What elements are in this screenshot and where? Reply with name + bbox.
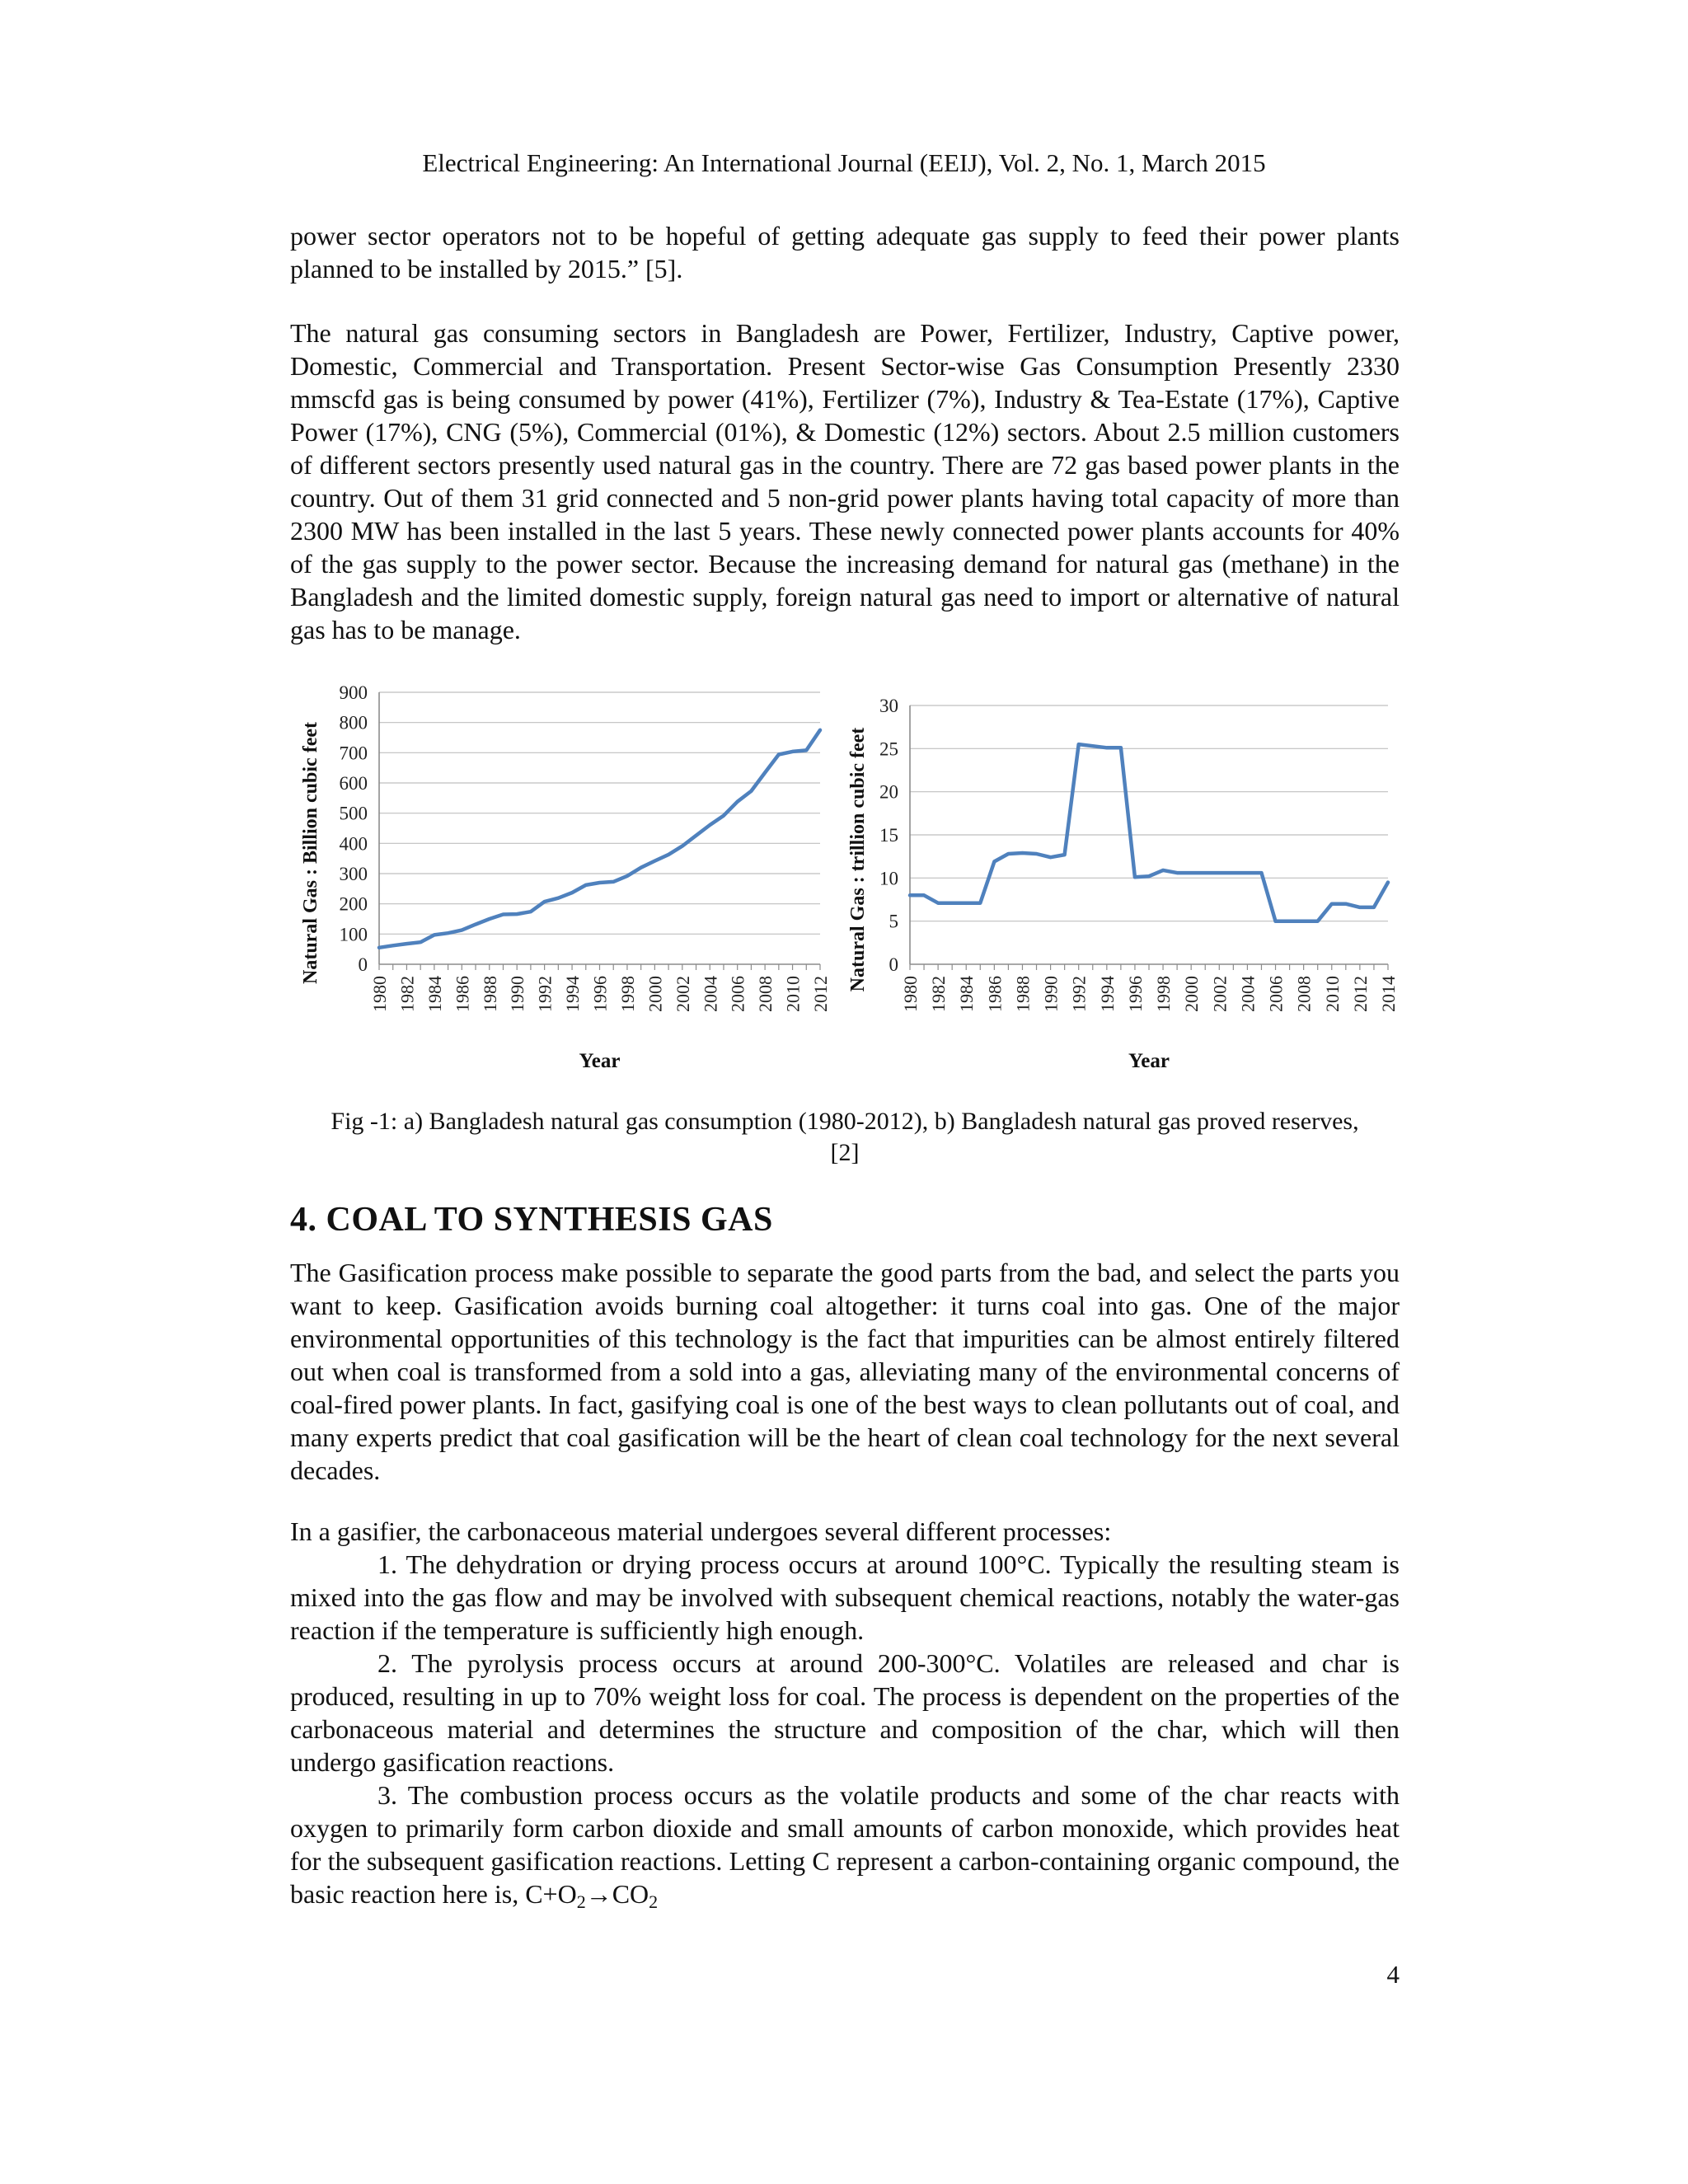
- y-axis-label: Natural Gas : Billion cubic feet: [300, 722, 321, 984]
- list-item-3-text: 3. The combustion process occurs as the volatile products and some of the char reacts with oxygen to primarily form carbon dioxide and small amounts of carbon monoxide, which provides heat for the subsequent gasification reactions. Letting C represent a carbon-containing organic compound, the basic reaction here is, C+O: [290, 1780, 1400, 1909]
- x-tick-label: 1982: [396, 976, 418, 1012]
- y-tick-label: 200: [339, 893, 368, 915]
- x-tick-label: 1984: [956, 976, 978, 1012]
- y-tick-label: 500: [339, 803, 368, 824]
- y-tick-label: 700: [339, 743, 368, 764]
- y-tick-label: 30: [879, 696, 898, 716]
- x-tick-label: 1986: [452, 976, 473, 1012]
- y-tick-label: 15: [879, 825, 898, 846]
- x-tick-label: 2000: [645, 976, 666, 1012]
- x-tick-label: 1980: [369, 976, 390, 1012]
- section-heading: 4. COAL TO SYNTHESIS GAS: [290, 1201, 773, 1239]
- y-tick-label: 5: [889, 911, 898, 932]
- x-tick-label: 2012: [810, 976, 831, 1012]
- paragraph-4-intro: In a gasifier, the carbonaceous material undergoes several different processes:: [290, 1516, 1112, 1546]
- x-axis-label: Year: [1128, 1050, 1170, 1072]
- x-tick-label: 2004: [700, 976, 721, 1012]
- y-tick-label: 300: [339, 864, 368, 884]
- x-tick-label: 2008: [755, 976, 776, 1012]
- equation-product: →CO: [585, 1879, 649, 1909]
- y-tick-label: 10: [879, 868, 898, 889]
- paragraph-2: [290, 316, 1400, 646]
- x-tick-label: 2008: [1293, 976, 1315, 1012]
- x-tick-label: 1984: [424, 976, 445, 1012]
- paragraph-1: [290, 219, 1400, 285]
- x-tick-label: 1992: [534, 976, 556, 1012]
- x-tick-label: 1990: [507, 976, 528, 1012]
- x-tick-label: 1994: [1096, 976, 1118, 1012]
- list-item-1: 1. The dehydration or drying process occurs at around 100°C. Typically the resulting steam is mixed into the gas flow and may be involved with subsequent chemical reactions, notably the water-gas reaction if the temperature is sufficiently high enough.: [290, 1549, 1400, 1645]
- y-tick-label: 25: [879, 738, 898, 760]
- chart-consumption: [290, 676, 834, 1088]
- figure-caption-line-2: [2]: [830, 1139, 860, 1166]
- x-tick-label: 1992: [1068, 976, 1090, 1012]
- page-number: 4: [1386, 1960, 1400, 1989]
- y-tick-label: 400: [339, 833, 368, 855]
- x-tick-label: 2004: [1237, 976, 1259, 1012]
- paragraph-2-text: The natural gas consuming sectors in Bangladesh are Power, Fertilizer, Industry, Captive power, Domestic, Commercial and Transportation. Present Sector-wise Gas Consumption Presently 2330 mmscfd gas is being consumed by power (41%), Fertilizer (7%), Industry & Tea-Estate (17%), Captive Power (17%), CNG (5%), Commercial (01%), & Domestic (12%) sectors. About 2.5 million customers of different sectors presently used natural gas in the country. There are 72 gas based power plants in the country. Out of them 31 grid connected and 5 non-grid power plants having total capacity of more than 2300 MW has been installed in the last 5 years. These newly connected power plants accounts for 40% of the gas supply to the power sector. Because the increasing demand for natural gas (methane) in the Bangladesh and the limited domestic supply, foreign natural gas need to import or alternative of natural gas has to be manage.: [290, 318, 1400, 644]
- chart-reserves: [842, 676, 1400, 1088]
- list-item-3: [290, 1779, 1400, 1910]
- paragraph-3: [290, 1256, 1400, 1487]
- y-tick-label: 0: [889, 954, 898, 975]
- running-head: Electrical Engineering: An International Journal (EEIJ), Vol. 2, No. 1, March 2015: [422, 148, 1266, 177]
- x-tick-label: 2000: [1181, 976, 1203, 1012]
- x-tick-label: 1988: [1012, 976, 1034, 1012]
- equation-subscript-2: 2: [649, 1891, 659, 1912]
- y-tick-label: 800: [339, 712, 368, 733]
- list-item-2: 2. The pyrolysis process occurs at around 200-300°C. Volatiles are released and char is produced, resulting in up to 70% weight loss for coal. The process is dependent on the properties of the carbonaceous material and determines the structure and composition of the char, which will then undergo gasification reactions.: [290, 1648, 1400, 1777]
- x-tick-label: 2014: [1378, 976, 1399, 1012]
- x-tick-label: 1990: [1040, 976, 1062, 1012]
- x-tick-label: 2012: [1349, 976, 1371, 1012]
- x-tick-label: 1988: [479, 976, 500, 1012]
- x-tick-label: 1996: [1124, 976, 1146, 1012]
- y-tick-label: 100: [339, 924, 368, 945]
- x-tick-label: 2010: [782, 976, 804, 1012]
- x-tick-label: 2002: [1209, 976, 1231, 1012]
- y-tick-label: 900: [339, 682, 368, 703]
- x-tick-label: 1998: [617, 976, 638, 1012]
- x-axis-label: Year: [579, 1050, 621, 1072]
- x-tick-label: 1986: [984, 976, 1006, 1012]
- paragraph-1-text: power sector operators not to be hopeful of getting adequate gas supply to feed their power plants planned to be installed by 2015.” [5].: [290, 221, 1400, 284]
- paragraph-4: [290, 1515, 1400, 1910]
- x-tick-label: 2006: [1265, 976, 1287, 1012]
- y-tick-label: 600: [339, 773, 368, 794]
- x-tick-label: 2002: [672, 976, 693, 1012]
- y-axis-label: Natural Gas : trillion cubic feet: [847, 727, 869, 992]
- equation-subscript-1: 2: [576, 1891, 586, 1912]
- x-tick-label: 1994: [562, 976, 584, 1012]
- x-tick-label: 1996: [589, 976, 611, 1012]
- paragraph-3-text: The Gasification process make possible to separate the good parts from the bad, and select the parts you want to keep. Gasification avoids burning coal altogether: it turns coal into gas. One of the major environmental opportunities of this technology is the fact that impurities can be almost entirely filtered out when coal is transformed from a sold into a gas, alleviating many of the environmental concerns of coal-fired power plants. In fact, gasifying coal is one of the best ways to clean pollutants out of coal, and many experts predict that coal gasification will be the heart of clean coal technology for the next several decades.: [290, 1258, 1400, 1485]
- figure-caption: [290, 1106, 1400, 1169]
- x-tick-label: 1980: [900, 976, 921, 1012]
- x-tick-label: 1982: [928, 976, 950, 1012]
- y-tick-label: 20: [879, 781, 898, 803]
- series-line: [910, 744, 1388, 921]
- x-tick-label: 2010: [1321, 976, 1343, 1012]
- series-line: [379, 730, 820, 948]
- x-tick-label: 2006: [727, 976, 748, 1012]
- figure-1: [290, 676, 1400, 1088]
- y-tick-label: 0: [358, 954, 368, 975]
- x-tick-label: 1998: [1153, 976, 1175, 1012]
- figure-caption-line-1: Fig -1: a) Bangladesh natural gas consumption (1980-2012), b) Bangladesh natural gas proved reserves,: [331, 1108, 1359, 1135]
